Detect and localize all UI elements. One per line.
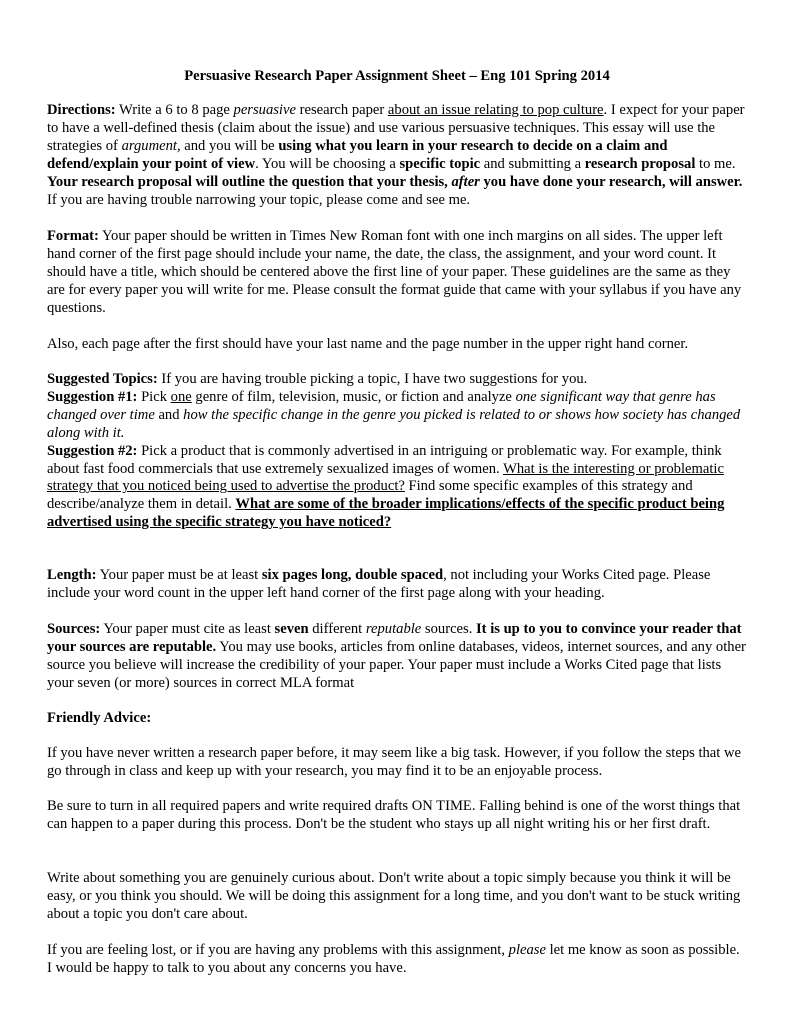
advice-paragraph-3 (47, 870, 747, 924)
suggestion-text: Pick (137, 388, 171, 405)
directions-text: If you are having trouble narrowing your topic, please come and see me. (47, 191, 471, 208)
suggestion-text: genre of film, television, music, or fiction and analyze (191, 388, 516, 405)
suggestion-2 (47, 443, 747, 533)
directions-text: research paper (295, 102, 388, 118)
advice-text: If you have never written a research paper before, it may seem like a big task. However, if you follow the steps that we go through in class and keep up with your research, you may find it to be an enjoyable process. (47, 745, 741, 779)
length-text: , not including your Works Cited page. Please include your word count in the upper left hand corner of the first page along with your heading. (47, 567, 711, 601)
directions-bold: you have done your research, will answer. (479, 173, 743, 190)
directions-italic: persuasive (233, 102, 296, 118)
format-paragraph (47, 228, 747, 318)
advice-text: Write about something you are genuinely curious about. Don't write about a topic simply because you think it will be easy, or you think you should. We will be doing this assignment for a long time, and you don't want to be stuck writing about a topic you don't care about. (47, 870, 741, 922)
sources-text: sources. (421, 621, 476, 637)
sources-bold: It is up to you to convince your reader that your sources are reputable. (47, 621, 742, 655)
topics-section (47, 371, 747, 532)
directions-text: . You will be choosing a (255, 155, 400, 172)
advice-text (47, 942, 747, 978)
topics-intro-text: If you are having trouble picking a topic, I have two suggestions for you. (157, 371, 588, 387)
directions-label: Directions: (47, 102, 116, 118)
document-title: Persuasive Research Paper Assignment Sheet – Eng 101 Spring 2014 (184, 68, 610, 84)
advice-text: Be sure to turn in all required papers and write required drafts ON TIME. Falling behind is one of the worst things that can happen to a paper during this process. Don't be the student who stays up all night writing his or her first draft. (47, 798, 741, 832)
sources-paragraph (47, 621, 747, 693)
topics-intro (47, 371, 747, 389)
length-section (47, 567, 747, 603)
also-section (47, 336, 747, 354)
directions-bold: using what you learn in your research to decide on a claim and defend/explain your point of view (47, 137, 668, 172)
sources-italic: reputable (365, 621, 422, 637)
directions-italic: argument, (121, 137, 181, 154)
suggestion-underline: What is the interesting or problematic strategy that you noticed being used to advertise the product? (47, 460, 724, 495)
directions-text: Write a 6 to 8 page (115, 102, 234, 118)
directions-bold: specific topic (399, 155, 481, 172)
length-bold: six pages long, double spaced (261, 567, 444, 583)
directions-bold: Your research proposal will outline the question that your thesis, (47, 173, 452, 190)
suggestion-1-label: Suggestion #1: (47, 388, 138, 405)
suggestion-italic: how the specific change in the genre you picked is related to or shows how society has changed along with it. (47, 406, 741, 441)
format-label: Format: (47, 228, 99, 244)
directions-paragraph (47, 102, 747, 209)
suggestion-1 (47, 389, 747, 443)
length-label: Length: (47, 567, 97, 583)
advice-paragraph-2 (47, 798, 747, 834)
sources-bold: seven (274, 621, 309, 637)
directions-section (47, 102, 747, 209)
advice-text-part: If you are feeling lost, or if you are having any problems with this assignment, (47, 942, 509, 958)
directions-topic: about an issue relating to pop culture (387, 102, 604, 118)
suggestion-text: and (154, 406, 184, 423)
advice-paragraph-4 (47, 942, 747, 978)
also-paragraph: Also, each page after the first should have your last name and the page number in the upper right hand corner. (47, 336, 689, 352)
format-section (47, 228, 747, 318)
suggestion-underline: one (170, 388, 192, 405)
suggestion-2-label: Suggestion #2: (47, 442, 138, 459)
directions-bold: research proposal (584, 155, 696, 172)
advice-heading-block (47, 710, 747, 728)
format-text: Your paper should be written in Times New Roman font with one inch margins on all sides. The upper left hand corner of the first page should include your name, the date, the class, the assignment, and your word count. It should have a title, which should be centered above the first line of your paper. These guidelines are the same as they are for every paper you will write for me. Please consult the format guide that came with your syllabus if you have any questions. (47, 228, 742, 316)
sources-text: different (308, 621, 366, 637)
advice-heading: Friendly Advice: (47, 710, 152, 726)
directions-text: . I expect for your paper to have a well-defined thesis (claim about the issue) and use various persuasive techniques. This essay will use the strategies of (47, 102, 745, 154)
directions-text: and submitting a (480, 155, 585, 172)
suggestion-italic: one significant way that genre has changed over time (47, 388, 716, 423)
sources-section (47, 621, 747, 693)
length-paragraph (47, 567, 747, 603)
sources-label: Sources: (47, 621, 101, 637)
advice-italic: please (508, 942, 546, 958)
suggestion-text: Find some specific examples of this strategy and describe/analyze them in detail. (47, 478, 693, 513)
directions-text: to me. (695, 155, 736, 172)
suggestion-text: Pick a product that is commonly advertised in an intriguing or problematic way. For example, think about fast food commercials that use extremely sexualized images of women. (47, 442, 722, 477)
sources-text: You may use books, articles from online databases, videos, internet sources, and any other source you believe will increase the credibility of your paper. Your paper must include a Works Cited page that lists your seven (or more) sources in correct MLA format (47, 638, 746, 691)
length-text: Your paper must be at least (96, 567, 262, 583)
topics-label: Suggested Topics: (47, 371, 158, 387)
advice-paragraph-1 (47, 745, 747, 781)
advice-text-part: let me know as soon as possible. I would be happy to talk to you about any concerns you have. (47, 942, 740, 976)
suggestion-bold-underline: What are some of the broader implications/effects of the specific product being advertised using the specific strategy you have noticed? (47, 496, 725, 531)
sources-text: Your paper must cite as least (100, 621, 275, 637)
directions-text: and you will be (180, 137, 279, 154)
directions-bold-italic: after (451, 173, 480, 190)
